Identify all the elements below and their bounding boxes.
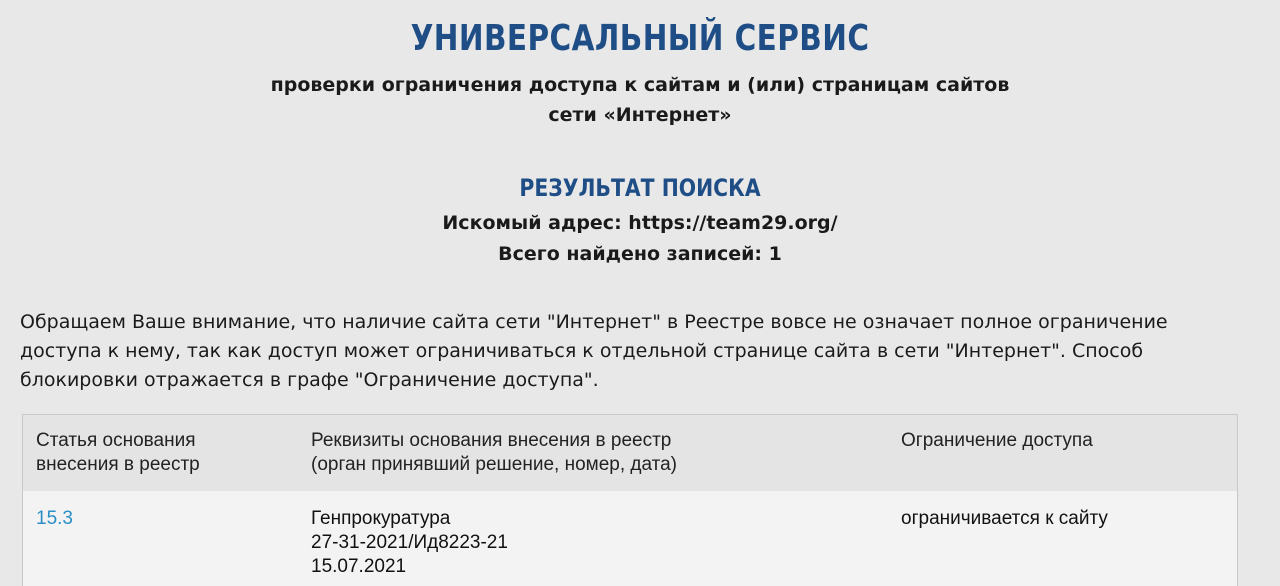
page-subtitle — [0, 70, 1280, 130]
notice-text: Обращаем Ваше внимание, что наличие сайта сети "Интернет" в Реестре вовсе не означает полное ограничение доступа к нему, так как доступ может ограничиваться к отдельной странице сайта в сети "Интернет". Способ блокировки отражается в графе "Ограничение доступа". — [20, 311, 1168, 391]
cell-restriction: ограничивается к сайту — [901, 508, 1108, 529]
table-row — [23, 491, 1237, 586]
result-title: РЕЗУЛЬТАТ ПОИСКА — [519, 174, 761, 202]
column-header-requisites-line-2: (орган принявший решение, номер, дата) — [311, 454, 678, 475]
subtitle-line-2: сети «Интернет» — [548, 104, 732, 126]
cell-article — [36, 507, 296, 531]
requisites-number: 27-31-2021/Ид8223-21 — [311, 532, 508, 553]
results-table — [22, 414, 1238, 586]
cell-requisites — [311, 507, 871, 579]
subtitle-line-1: проверки ограничения доступа к сайтам и (или) страницам сайтов — [270, 74, 1010, 96]
column-header-article-line-1: Статья основания — [36, 430, 196, 451]
requisites-date: 15.07.2021 — [311, 556, 407, 577]
column-header-requisites — [311, 429, 871, 477]
article-link[interactable]: 15.3 — [36, 508, 73, 529]
table-header — [23, 415, 1237, 491]
column-header-article — [36, 429, 296, 477]
column-header-article-line-2: внесения в реестр — [36, 454, 200, 475]
column-header-restriction — [901, 429, 1221, 453]
requisites-authority: Генпрокуратура — [311, 508, 451, 529]
search-query-text: Искомый адрес: https://team29.org/ — [442, 212, 838, 234]
page-title: УНИВЕРСАЛЬНЫЙ СЕРВИС — [410, 18, 870, 59]
records-count-text: Всего найдено записей: 1 — [498, 243, 782, 265]
column-header-requisites-line-1: Реквизиты основания внесения в реестр — [311, 430, 672, 451]
column-header-restriction-line-1: Ограничение доступа — [901, 430, 1093, 451]
